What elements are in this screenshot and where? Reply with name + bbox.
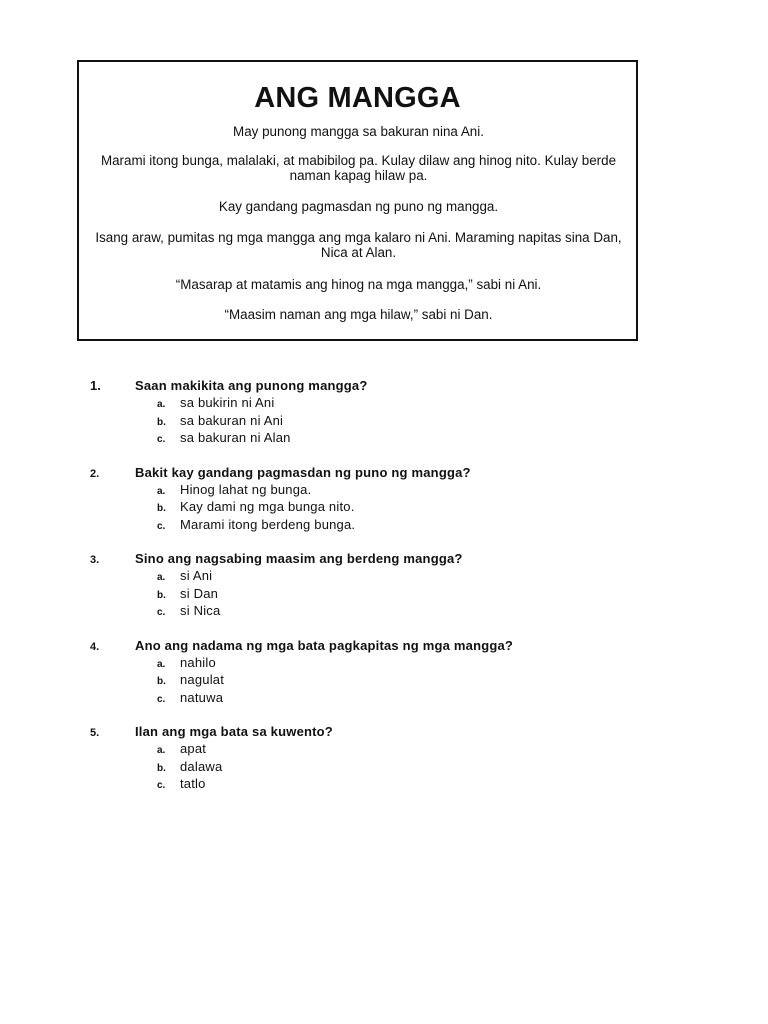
story-paragraph: Isang araw, pumitas ng mga mangga ang mga kalaro ni Ani. Maraming napitas sina Dan, Nica at Alan.	[95, 230, 622, 260]
choice-text: si Ani	[180, 568, 213, 583]
question-2	[90, 465, 650, 535]
choice-a	[90, 655, 650, 673]
story-title: ANG MANGGA	[254, 82, 461, 114]
choice-letter: c.	[157, 693, 166, 705]
choice-text: sa bakuran ni Ani	[180, 412, 284, 428]
question-row	[90, 378, 650, 395]
question-row	[90, 551, 650, 568]
question-row	[90, 638, 650, 655]
question-text: Ano ang nadama ng mga bata pagkapitas ng mga mangga?	[135, 637, 514, 653]
choice-letter: b.	[157, 589, 166, 601]
choice-letter: a.	[157, 745, 166, 756]
story-paragraph: “Maasim naman ang mga hilaw,” sabi ni Dan.	[224, 307, 493, 322]
story-box	[77, 60, 638, 341]
choice-b	[90, 759, 650, 777]
choice-text: Hinog lahat ng bunga.	[180, 481, 312, 497]
choice-letter: c.	[157, 520, 166, 532]
question-4	[90, 638, 650, 708]
choice-letter: a.	[157, 399, 166, 410]
choice-b	[90, 499, 650, 517]
question-row	[90, 724, 650, 741]
question-text: Ilan ang mga bata sa kuwento?	[135, 724, 333, 739]
question-text: Bakit kay gandang pagmasdan ng puno ng mangga?	[135, 464, 471, 480]
choice-text: apat	[180, 741, 207, 756]
choice-text: dalawa	[180, 758, 223, 774]
choice-text: sa bukirin ni Ani	[180, 395, 275, 410]
choice-b	[90, 586, 650, 604]
choice-letter: a.	[157, 658, 166, 670]
choice-letter: b.	[157, 676, 166, 687]
choice-letter: c.	[157, 434, 166, 445]
choice-text: natuwa	[180, 689, 224, 705]
choice-text: nagulat	[180, 672, 225, 687]
choice-text: sa bakuran ni Alan	[180, 430, 291, 445]
choice-letter: b.	[157, 762, 166, 774]
choice-c	[90, 776, 650, 794]
choice-c	[90, 430, 650, 448]
choice-text: si Dan	[180, 585, 219, 601]
choice-b	[90, 413, 650, 431]
choice-letter: b.	[157, 416, 166, 428]
choice-c	[90, 517, 650, 535]
choice-a	[90, 741, 650, 759]
question-number: 4.	[90, 640, 100, 653]
question-3	[90, 551, 650, 621]
question-number: 1.	[90, 378, 101, 393]
choice-letter: a.	[157, 572, 166, 583]
question-5	[90, 724, 650, 794]
question-number: 2.	[90, 467, 100, 480]
story-paragraph: “Masarap at matamis ang hinog na mga mangga,” sabi ni Ani.	[175, 277, 542, 292]
choice-letter: c.	[157, 780, 166, 791]
quiz-section	[90, 378, 650, 811]
choice-text: si Nica	[180, 603, 221, 618]
choice-c	[90, 690, 650, 708]
question-number: 5.	[90, 727, 100, 739]
choice-a	[90, 395, 650, 413]
choice-text: Marami itong berdeng bunga.	[180, 516, 356, 532]
question-text: Sino ang nagsabing maasim ang berdeng mangga?	[135, 551, 463, 566]
question-1	[90, 378, 650, 448]
choice-c	[90, 603, 650, 621]
question-number: 3.	[90, 554, 100, 566]
choice-text: Kay dami ng mga bunga nito.	[180, 499, 355, 514]
story-paragraph: May punong mangga sa bakuran nina Ani.	[233, 124, 484, 139]
choice-a	[90, 482, 650, 500]
choice-a	[90, 568, 650, 586]
question-text: Saan makikita ang punong mangga?	[135, 378, 368, 393]
choice-letter: c.	[157, 607, 166, 618]
choice-text: nahilo	[180, 654, 216, 670]
choice-text: tatlo	[180, 776, 206, 791]
choice-letter: a.	[157, 485, 166, 497]
question-row	[90, 465, 650, 482]
story-paragraph: Marami itong bunga, malalaki, at mabibilog pa. Kulay dilaw ang hinog nito. Kulay berde naman kapag hilaw pa.	[100, 153, 617, 183]
choice-letter: b.	[157, 503, 166, 514]
choice-b	[90, 672, 650, 690]
story-paragraph: Kay gandang pagmasdan ng puno ng mangga.	[218, 199, 499, 214]
